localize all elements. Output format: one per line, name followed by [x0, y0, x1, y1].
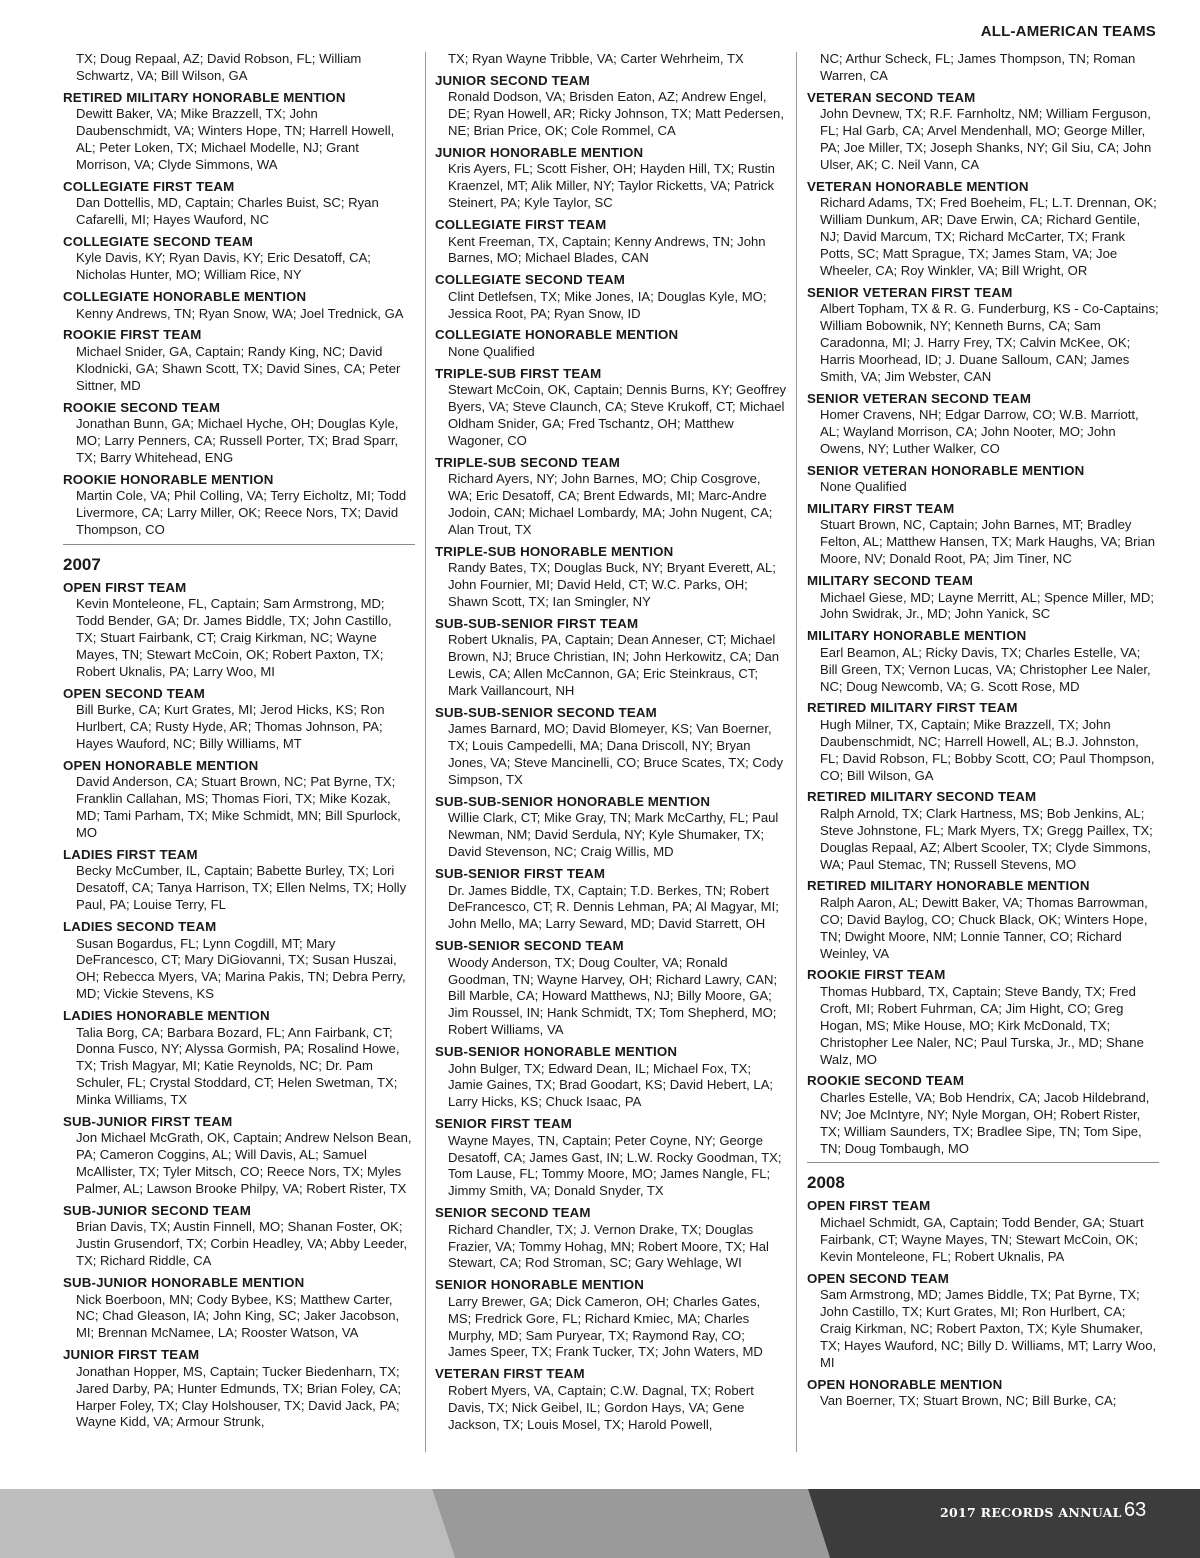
year-heading: 2007: [63, 554, 101, 574]
team-section: [63, 757, 415, 842]
team-heading: SENIOR SECOND TEAM: [435, 1205, 591, 1221]
team-section: [63, 918, 415, 1003]
team-heading: SUB-SENIOR SECOND TEAM: [435, 938, 624, 954]
team-members: John Bulger, TX; Edward Dean, IL; Michael Fox, TX; Jamie Gaines, TX; Brad Goodart, KS; David Hebert, LA; Larry Hicks, KS; Chuck Isaac, PA: [448, 1060, 774, 1110]
team-section: [435, 216, 787, 267]
team-heading: VETERAN HONORABLE MENTION: [807, 178, 1029, 194]
team-heading: JUNIOR SECOND TEAM: [435, 72, 590, 88]
team-members: Randy Bates, TX; Douglas Buck, NY; Bryant Everett, AL; John Fournier, MI; David Held, CT; W.C. Parks, OH; Shawn Scott, TX; Ian Smingler, NY: [448, 560, 776, 610]
team-heading: MILITARY HONORABLE MENTION: [807, 628, 1027, 644]
section-body: TX; Doug Repaal, AZ; David Robson, FL; William Schwartz, VA; Bill Wilson, GA: [76, 51, 362, 83]
team-members: Michael Schmidt, GA, Captain; Todd Bender, GA; Stuart Fairbank, CT; Wayne Mayes, TN; Stewart McCoin, OK; Kevin Monteleone, FL; Robert Uknalis, PA: [820, 1214, 1144, 1264]
team-members: Richard Ayers, NY; John Barnes, MO; Chip Cosgrove, WA; Eric Desatoff, CA; Brent Edwards, MI; Marc-Andre Jodoin, CAN; Michael Lombardy, MA; John Nugent, CA; Alan Trout, TX: [448, 471, 773, 537]
team-heading: MILITARY SECOND TEAM: [807, 573, 974, 589]
team-section: [807, 390, 1159, 458]
team-heading: JUNIOR HONORABLE MENTION: [435, 144, 644, 160]
team-heading: LADIES HONORABLE MENTION: [63, 1008, 270, 1024]
team-section: [435, 365, 787, 450]
team-members: Richard Adams, TX; Fred Boeheim, FL; L.T. Drennan, OK; William Dunkum, AR; Dave Erwin, CA; Richard Gentile, NJ; David Marcum, TX; Richard McCarter, TX; Frank Potts, SC; Matt Sprague, TX; James Stam, VA; Joe Wheeler, CA; Roy Winkler, VA; Bill Wright, OR: [820, 195, 1157, 278]
team-section: [435, 144, 787, 212]
team-members: Ralph Aaron, AL; Dewitt Baker, VA; Thomas Barrowman, CO; David Baylog, CO; Chuck Black, OK; Winters Hope, TN; Dwight Moore, NM; Lonnie Tanner, CO; Richard Weinley, VA: [820, 894, 1148, 961]
team-members: Talia Borg, CA; Barbara Bozard, FL; Ann Fairbank, CT; Donna Fusco, NY; Alyssa Gormish, PA; Rosalind Howe, TX; Trish Magyar, MI; Katie Reynolds, NC; Dr. Pam Schuler, FL; Crystal Stoddard, CT; Helen Swetman, TX; Minka Williams, TX: [76, 1024, 400, 1108]
team-members: Kevin Monteleone, FL, Captain; Sam Armstrong, MD; Todd Bender, GA; Dr. James Biddle, TX; John Castillo, TX; Stuart Fairbank, CT; Craig Kirkman, NC; Wayne Mayes, TN; Stewart McCoin, OK; Robert Paxton, TX; Robert Uknalis, PA; Larry Woo, MI: [76, 596, 392, 679]
column-1: [63, 51, 415, 1435]
team-heading: COLLEGIATE HONORABLE MENTION: [63, 289, 307, 305]
team-heading: ROOKIE SECOND TEAM: [807, 1073, 965, 1089]
column-divider: [425, 52, 426, 1452]
team-members: Bill Burke, CA; Kurt Grates, MI; Jerod Hicks, KS; Ron Hurlbert, CA; Rusty Hyde, AR; Thomas Johnson, PA; Hayes Wauford, NC; Billy Williams, MT: [76, 702, 385, 752]
team-section: [807, 1270, 1159, 1372]
team-section: [435, 1043, 787, 1111]
team-heading: LADIES FIRST TEAM: [63, 846, 198, 862]
team-members: Wayne Mayes, TN, Captain; Peter Coyne, NY; George Desatoff, CA; James Gast, IN; L.W. Rocky Goodman, TX; Tom Lause, FL; Tommy Moore, MO; James Nangle, FL; Jimmy Smith, VA; Donald Snyder, TX: [448, 1132, 782, 1199]
team-members: Kenny Andrews, TN; Ryan Snow, WA; Joel Trednick, GA: [76, 305, 404, 321]
team-members: Stewart McCoin, OK, Captain; Dennis Burns, KY; Geoffrey Byers, VA; Steve Claunch, CA; Steve Krukoff, CT; Michael Oldham Snider, GA; Fred Tschantz, OH; Matthew Wagoner, CO: [448, 382, 787, 448]
team-heading: TRIPLE-SUB FIRST TEAM: [435, 365, 602, 381]
team-section: [63, 1113, 415, 1198]
team-heading: OPEN HONORABLE MENTION: [807, 1376, 1003, 1392]
team-members: Kent Freeman, TX, Captain; Kenny Andrews, TN; John Barnes, MO; Michael Blades, CAN: [448, 233, 766, 266]
team-section: [807, 572, 1159, 623]
team-section: [807, 500, 1159, 568]
team-members: Charles Estelle, VA; Bob Hendrix, CA; Jacob Hildebrand, NV; Joe McIntyre, NY; Nyle Morgan, OH; Robert Rister, TX; William Saunders, TX; Bradlee Sipe, TN; Tom Sipe, TN; Doug Tombaugh, MO: [820, 1089, 1150, 1156]
team-heading: SUB-SENIOR HONORABLE MENTION: [435, 1044, 678, 1060]
team-members: Homer Cravens, NH; Edgar Darrow, CO; W.B. Marriott, AL; Wayland Morrison, CA; John Nooter, MO; John Owens, NY; Luther Walker, CO: [820, 407, 1139, 456]
continued-entry: [807, 51, 1159, 85]
team-heading: SENIOR VETERAN HONORABLE MENTION: [807, 462, 1085, 478]
team-heading: ROOKIE SECOND TEAM: [63, 399, 221, 415]
team-members: Van Boerner, TX; Stuart Brown, NC; Bill Burke, CA;: [820, 1393, 1117, 1409]
section-body: NC; Arthur Scheck, FL; James Thompson, TN; Roman Warren, CA: [820, 51, 1136, 83]
team-section: [435, 1204, 787, 1272]
team-heading: SUB-JUNIOR SECOND TEAM: [63, 1202, 251, 1218]
team-heading: SUB-SUB-SENIOR HONORABLE MENTION: [435, 793, 711, 809]
team-members: None Qualified: [820, 479, 907, 495]
team-members: Michael Giese, MD; Layne Merritt, AL; Spence Miller, MD; John Swidrak, Jr., MD; John Yanick, SC: [820, 589, 1155, 622]
team-members: Woody Anderson, TX; Doug Coulter, VA; Ronald Goodman, TN; Wayne Harvey, OH; Richard Lawry, CAN; Bill Marble, CA; Howard Matthews, NJ; Billy Moore, GA; Jim Roussel, IN; Hank Schmidt, TX; Tom Shepherd, MO; Robert Williams, VA: [448, 954, 778, 1038]
team-section: [63, 178, 415, 229]
column-3: [807, 51, 1159, 1414]
team-section: [63, 685, 415, 753]
team-section: [435, 543, 787, 611]
team-members: Stuart Brown, NC, Captain; John Barnes, MT; Bradley Felton, AL; Matthew Hansen, TX; Mark Haughs, VA; Brian Moore, NV; Donald Root, PA; Jim Tiner, NC: [820, 517, 1156, 567]
team-section: [435, 865, 787, 933]
team-members: Susan Bogardus, FL; Lynn Cogdill, MT; Mary DeFrancesco, CT; Mary DiGiovanni, TX; Susan Huszai, OH; Rebecca Myers, VA; Marina Pakis, TN; Debra Perry, MD; Vickie Stevens, KS: [76, 935, 406, 1002]
team-heading: VETERAN SECOND TEAM: [807, 89, 976, 105]
team-section: [807, 788, 1159, 873]
team-heading: OPEN SECOND TEAM: [63, 685, 206, 701]
team-section: [63, 89, 415, 174]
team-section: [435, 454, 787, 539]
team-members: Michael Snider, GA, Captain; Randy King, NC; David Klodnicki, GA; Shawn Scott, TX; David Sines, CA; Peter Sittner, MD: [76, 343, 401, 393]
footer-band-middle: [432, 1489, 830, 1558]
team-heading: SENIOR VETERAN SECOND TEAM: [807, 390, 1032, 406]
team-heading: OPEN SECOND TEAM: [807, 1270, 950, 1286]
team-section: [435, 1276, 787, 1361]
section-body: TX; Ryan Wayne Tribble, VA; Carter Wehrheim, TX: [448, 51, 744, 66]
year-heading: 2008: [807, 1173, 845, 1193]
team-heading: RETIRED MILITARY SECOND TEAM: [807, 789, 1037, 805]
team-heading: SENIOR VETERAN FIRST TEAM: [807, 284, 1013, 300]
team-members: Earl Beamon, AL; Ricky Davis, TX; Charles Estelle, VA; Bill Green, TX; Vernon Lucas, VA; Christopher Lee Naler, NC; Doug Newcomb, VA; G. Scott Rose, MD: [820, 644, 1151, 694]
team-section: [807, 1376, 1159, 1410]
team-members: Albert Topham, TX & R. G. Funderburg, KS - Co-Captains; William Bobownik, NY; Kenneth Burns, CA; Sam Caradonna, MI; J. Harry Frey, TX; Calvin McKee, OK; Harris Moorhead, ID; J. Duane Salloum, CAN; James Smith, VA; Jim Webster, CAN: [820, 301, 1159, 384]
team-section: [435, 704, 787, 789]
team-members: James Barnard, MO; David Blomeyer, KS; Van Boerner, TX; Louis Campedelli, MA; Dana Driscoll, NY; Bryan Jones, VA; Steve Mancinelli, CO; Bruce Scates, TX; Cody Simpson, TX: [448, 721, 784, 788]
team-section: [807, 462, 1159, 496]
team-heading: JUNIOR FIRST TEAM: [63, 1347, 200, 1363]
team-heading: SUB-SUB-SENIOR SECOND TEAM: [435, 704, 657, 720]
team-heading: MILITARY FIRST TEAM: [807, 500, 955, 516]
page-number: 63: [1124, 1499, 1147, 1521]
team-members: Thomas Hubbard, TX, Captain; Steve Bandy, TX; Fred Croft, MI; Robert Fuhrman, CA; Jim Hight, CO; Greg Hogan, MS; Mike House, MO; Kirk McDonald, TX; Christopher Lee Naler, NC; Paul Turska, Jr., MD; Shane Walz, MO: [820, 983, 1144, 1067]
team-section: [435, 615, 787, 700]
team-heading: SUB-JUNIOR FIRST TEAM: [63, 1113, 233, 1129]
team-heading: TRIPLE-SUB SECOND TEAM: [435, 454, 621, 470]
team-members: Jon Michael McGrath, OK, Captain; Andrew Nelson Bean, PA; Cameron Coggins, AL; Will Davis, AL; Samuel McAllister, TX; Tyler Mitsch, CO; Reece Nors, TX; Myles Palmer, AL; Lawson Brooke Philpy, VA; Robert Rister, TX: [76, 1130, 412, 1197]
team-heading: COLLEGIATE FIRST TEAM: [63, 178, 235, 194]
column-2: [435, 51, 787, 1437]
team-members: Hugh Milner, TX, Captain; Mike Brazzell, TX; John Daubenschmidt, NC; Harrell Howell, AL; B.J. Johnston, FL; David Robson, FL; Bobby Scott, CO; Paul Thompson, CO; Bill Wilson, GA: [820, 716, 1155, 783]
team-members: Dewitt Baker, VA; Mike Brazzell, TX; John Daubenschmidt, VA; Winters Hope, TN; Harrell Howell, AL; Peter Loken, TX; Michael Modelle, NJ; Grant Morrison, VA; Clyde Simmons, WA: [76, 106, 395, 172]
team-section: [435, 1365, 787, 1433]
team-members: None Qualified: [448, 343, 535, 359]
team-heading: OPEN HONORABLE MENTION: [63, 757, 259, 773]
team-heading: COLLEGIATE SECOND TEAM: [63, 233, 253, 249]
team-heading: ROOKIE FIRST TEAM: [63, 327, 202, 343]
publication-title: 2017 RECORDS ANNUAL: [940, 1505, 1122, 1520]
team-section: [807, 89, 1159, 174]
team-section: [807, 627, 1159, 695]
team-section: [807, 1072, 1159, 1157]
team-heading: COLLEGIATE HONORABLE MENTION: [435, 327, 679, 343]
team-section: [435, 937, 787, 1039]
team-section: [435, 271, 787, 322]
team-members: Sam Armstrong, MD; James Biddle, TX; Pat Byrne, TX; John Castillo, TX; Kurt Grates, MI; Ron Hurlbert, CA; Craig Kirkman, NC; Robert Paxton, TX; Kyle Shumaker, TX; Hayes Wauford, NC; Billy D. Williams, MT; Larry Woo, MI: [820, 1287, 1157, 1370]
page-footer: [0, 1489, 1200, 1558]
team-section: [63, 846, 415, 914]
team-members: Ralph Arnold, TX; Clark Hartness, MS; Bob Jenkins, AL; Steve Johnstone, FL; Mark Myers, TX; Gregg Paillex, TX; Douglas Repaal, AZ; Albert Scooler, TX; Clyde Simmons, WA; Paul Stemac, TN; Russell Stevens, MO: [820, 805, 1153, 872]
team-heading: OPEN FIRST TEAM: [63, 579, 187, 595]
running-head: ALL-AMERICAN TEAMS: [980, 23, 1156, 40]
team-heading: LADIES SECOND TEAM: [63, 919, 217, 935]
team-section: [435, 1115, 787, 1200]
team-members: Richard Chandler, TX; J. Vernon Drake, TX; Douglas Frazier, VA; Tommy Hohag, MN; Robert Moore, TX; Hal Stewart, CA; Rod Stroman, SC; Gary Wehlage, WI: [448, 1221, 769, 1271]
team-members: Jonathan Hopper, MS, Captain; Tucker Biedenharn, TX; Jared Darby, PA; Hunter Edmunds, TX; Brian Foley, CA; Harper Foley, TX; Clay Holshouser, TX; David Jack, PA; Wayne Kidd, VA; Armour Strunk,: [76, 1363, 402, 1430]
team-section: [63, 579, 415, 681]
team-heading: TRIPLE-SUB HONORABLE MENTION: [435, 543, 674, 559]
team-heading: COLLEGIATE SECOND TEAM: [435, 272, 625, 288]
team-members: Robert Uknalis, PA, Captain; Dean Anneser, CT; Michael Brown, NJ; Bruce Christian, IN; John Herkowitz, CA; Dan Lewis, CA; Allen McCannon, GA; Eric Steinkraus, CT; Mark Vaillancourt, NH: [448, 632, 780, 699]
team-heading: RETIRED MILITARY HONORABLE MENTION: [807, 878, 1090, 894]
year-divider: [63, 544, 415, 576]
team-section: [807, 1197, 1159, 1265]
team-section: [63, 1274, 415, 1342]
team-section: [63, 471, 415, 539]
team-members: Jonathan Bunn, GA; Michael Hyche, OH; Douglas Kyle, MO; Larry Penners, CA; Russell Porter, TX; Brad Sparr, TX; Barry Whitehead, ENG: [76, 416, 399, 465]
team-members: David Anderson, CA; Stuart Brown, NC; Pat Byrne, TX; Franklin Callahan, MS; Thomas Fiori, TX; Mike Kozak, MD; Tami Parham, TX; Mike Schmidt, MN; Bill Spurlock, MO: [76, 774, 401, 841]
team-members: Kris Ayers, FL; Scott Fisher, OH; Hayden Hill, TX; Rustin Kraenzel, MT; Alik Miller, NY; Taylor Ricketts, VA; Patrick Steinert, PA; Kyle Taylor, SC: [448, 161, 775, 211]
team-members: Brian Davis, TX; Austin Finnell, MO; Shanan Foster, OK; Justin Grusendorf, TX; Corbin Headley, VA; Abby Leeder, TX; Richard Riddle, CA: [76, 1219, 408, 1269]
team-members: Willie Clark, CT; Mike Gray, TN; Mark McCarthy, FL; Paul Newman, NM; David Serdula, NY; Kyle Shumaker, TX; David Stevenson, NC; Craig Willis, MD: [448, 810, 779, 860]
team-members: Kyle Davis, KY; Ryan Davis, KY; Eric Desatoff, CA; Nicholas Hunter, MO; William Rice, NY: [76, 250, 371, 283]
team-heading: OPEN FIRST TEAM: [807, 1198, 931, 1214]
team-heading: SUB-SENIOR FIRST TEAM: [435, 866, 606, 881]
team-section: [63, 233, 415, 284]
team-section: [807, 284, 1159, 386]
team-members: Dan Dottellis, MD, Captain; Charles Buist, SC; Ryan Cafarelli, MI; Hayes Wauford, NC: [76, 195, 379, 228]
team-section: [63, 1202, 415, 1270]
team-heading: COLLEGIATE FIRST TEAM: [435, 217, 607, 233]
team-section: [807, 699, 1159, 784]
team-heading: SENIOR HONORABLE MENTION: [435, 1277, 644, 1293]
team-heading: VETERAN FIRST TEAM: [435, 1366, 585, 1382]
team-section: [807, 178, 1159, 280]
column-divider: [796, 52, 797, 1452]
team-heading: SUB-JUNIOR HONORABLE MENTION: [63, 1275, 305, 1291]
team-heading: SUB-SUB-SENIOR FIRST TEAM: [435, 615, 639, 631]
team-members: Larry Brewer, GA; Dick Cameron, OH; Charles Gates, MS; Fredrick Gore, FL; Richard Kmiec, MA; Charles Murphy, MD; Sam Puryear, TX; Raymond Ray, CO; James Speer, TX; Frank Tucker, TX; John Waters, MD: [448, 1293, 763, 1360]
team-section: [807, 877, 1159, 962]
team-heading: ROOKIE FIRST TEAM: [807, 967, 946, 983]
team-section: [63, 1346, 415, 1431]
footer-bands: [0, 1489, 1200, 1558]
team-members: John Devnew, TX; R.F. Farnholtz, NM; William Ferguson, FL; Hal Garb, CA; Arvel Mendenhall, MO; George Miller, PA; Joe Miller, TX; Joseph Shanks, NY; Gil Siu, CA; John Ulser, AK; C. Neil Vann, CA: [820, 106, 1152, 172]
team-heading: ROOKIE HONORABLE MENTION: [63, 471, 274, 487]
team-section: [63, 399, 415, 467]
team-members: Dr. James Biddle, TX, Captain; T.D. Berkes, TN; Robert DeFrancesco, CT; R. Dennis Lehman, PA; Al Magyar, MI; John Mello, MA; Larry Seward, MD; David Starrett, OH: [448, 882, 779, 932]
team-heading: RETIRED MILITARY FIRST TEAM: [807, 700, 1018, 716]
team-members: Robert Myers, VA, Captain; C.W. Dagnal, TX; Robert Davis, TX; Nick Geibel, IL; Gordon Hays, VA; Gene Jackson, TX; Louis Mosel, TX; Harold Powell,: [448, 1382, 754, 1432]
team-members: Clint Detlefsen, TX; Mike Jones, IA; Douglas Kyle, MO; Jessica Root, PA; Ryan Snow, ID: [448, 288, 767, 321]
continued-entry: [63, 51, 415, 85]
team-section: [435, 72, 787, 140]
year-divider: [807, 1162, 1159, 1194]
team-members: Becky McCumber, IL, Captain; Babette Burley, TX; Lori Desatoff, CA; Tanya Harrison, TX; Ellen Nelms, TX; Holly Paul, PA; Louise Terry, FL: [76, 863, 407, 913]
team-section: [63, 326, 415, 394]
continued-entry: [435, 51, 787, 68]
team-section: [435, 326, 787, 360]
team-heading: RETIRED MILITARY HONORABLE MENTION: [63, 89, 346, 105]
team-section: [435, 793, 787, 861]
team-section: [63, 288, 415, 322]
team-members: Ronald Dodson, VA; Brisden Eaton, AZ; Andrew Engel, DE; Ryan Howell, AR; Ricky Johnson, TX; Matt Pedersen, NE; Brian Price, OK; Cole Rommel, CA: [448, 89, 784, 139]
team-members: Nick Boerboon, MN; Cody Bybee, KS; Matthew Carter, NC; Chad Gleason, IA; John King, SC; Jaker Jacobson, MI; Brennan McNamee, LA; Rooster Watson, VA: [76, 1291, 400, 1341]
footer-band-left: [0, 1489, 455, 1558]
team-heading: SENIOR FIRST TEAM: [435, 1116, 572, 1132]
team-section: [807, 966, 1159, 1068]
team-members: Martin Cole, VA; Phil Colling, VA; Terry Eicholtz, MI; Todd Livermore, CA; Larry Miller, OK; Reece Nors, TX; David Thompson, CO: [76, 488, 407, 537]
team-section: [63, 1007, 415, 1109]
